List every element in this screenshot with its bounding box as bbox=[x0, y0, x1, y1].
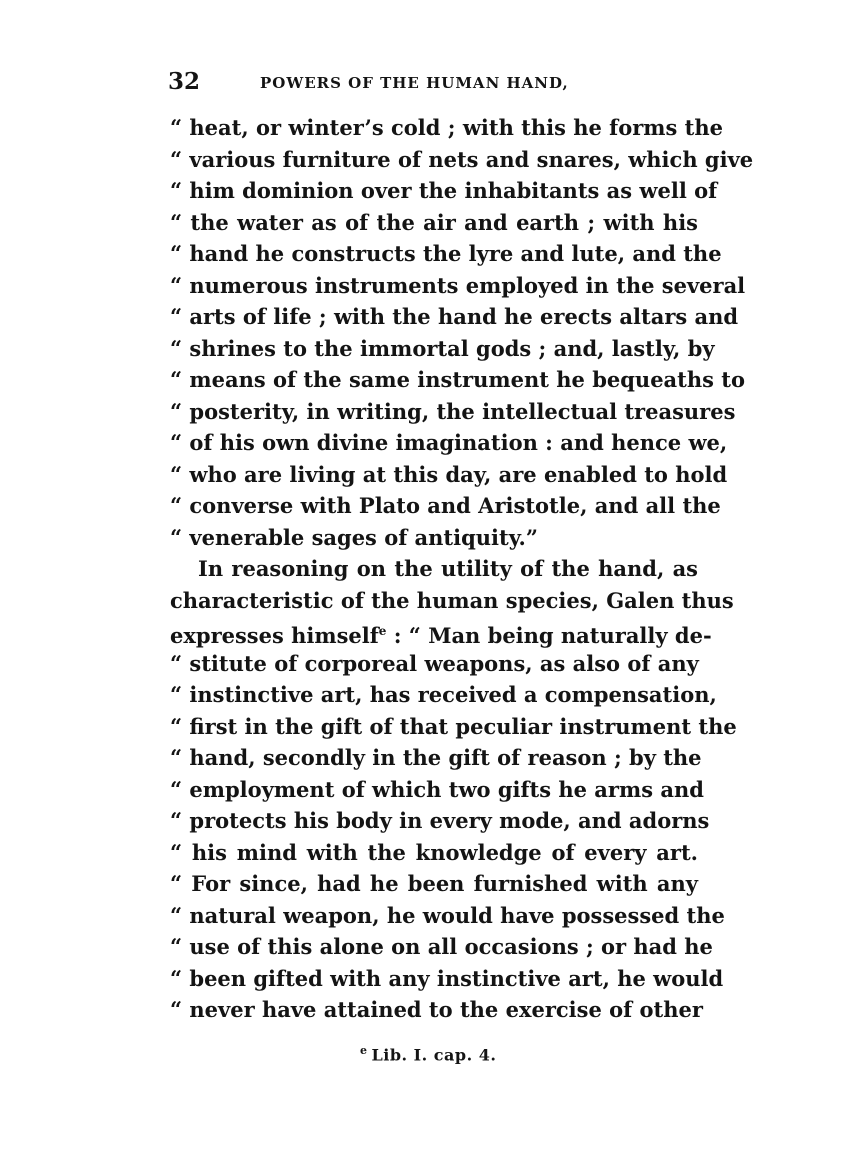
text-line: “ employment of which two gifts he arms and bbox=[170, 776, 704, 802]
text-line: “ posterity, in writing, the intellectual treasures bbox=[170, 398, 736, 424]
paragraph-first-line: In reasoning on the utility of the hand, as bbox=[198, 556, 698, 581]
text-line: “ numerous instruments employed in the several bbox=[170, 272, 746, 298]
text-line: “ For since, had he been furnished with any bbox=[170, 871, 698, 896]
text-line: “ his mind with the knowledge of every art. bbox=[170, 839, 698, 865]
text-line: “ venerable sages of antiquity.” bbox=[170, 524, 538, 550]
text-line: “ hand he constructs the lyre and lute, and the bbox=[170, 241, 722, 266]
text-line: “ stitute of corporeal weapons, as also of any bbox=[170, 650, 699, 676]
text-line: “ never have attained to the exercise of other bbox=[170, 997, 703, 1022]
text-line: “ the water as of the air and earth ; with his bbox=[170, 209, 698, 235]
text-line: “ first in the gift of that peculiar instrument the bbox=[170, 713, 737, 739]
running-head: POWERS OF THE HUMAN HAND, bbox=[260, 74, 569, 92]
text-line: “ of his own divine imagination : and hence we, bbox=[170, 430, 728, 455]
text-line: “ arts of life ; with the hand he erects altars and bbox=[170, 304, 739, 329]
footnote-marker: e bbox=[360, 1044, 368, 1057]
footnote bbox=[360, 1044, 496, 1064]
text-line: “ heat, or winter’s cold ; with this he forms the bbox=[170, 115, 723, 140]
text-line: “ natural weapon, he would have possessed the bbox=[170, 902, 725, 928]
text-line: “ been gifted with any instinctive art, he would bbox=[170, 965, 724, 991]
text-line: “ who are living at this day, are enabled to hold bbox=[170, 461, 728, 487]
footnote-text: Lib. I. cap. 4. bbox=[371, 1045, 497, 1065]
text-line: “ various furniture of nets and snares, which give bbox=[170, 146, 754, 172]
text-line: “ converse with Plato and Aristotle, and all the bbox=[170, 493, 721, 518]
text-line: “ hand, secondly in the gift of reason ; by the bbox=[170, 745, 702, 770]
text-line: “ him dominion over the inhabitants as well of bbox=[170, 178, 718, 203]
text-fragment: expresses himself bbox=[170, 623, 379, 648]
page-number: 32 bbox=[168, 68, 201, 95]
text-fragment: : “ Man being naturally de- bbox=[386, 623, 712, 648]
text-line: “ use of this alone on all occasions ; or had he bbox=[170, 934, 713, 959]
footnote-reference: e bbox=[378, 624, 387, 638]
body-text bbox=[170, 112, 754, 1026]
text-line: characteristic of the human species, Galen thus bbox=[170, 587, 734, 613]
text-line-with-note bbox=[170, 616, 712, 648]
page-header bbox=[168, 68, 728, 98]
text-line: “ protects his body in every mode, and adorns bbox=[170, 808, 710, 833]
text-line: “ instinctive art, has received a compensation, bbox=[170, 682, 717, 707]
text-line: “ shrines to the immortal gods ; and, lastly, by bbox=[170, 335, 715, 361]
text-line: “ means of the same instrument he bequeaths to bbox=[170, 367, 745, 392]
